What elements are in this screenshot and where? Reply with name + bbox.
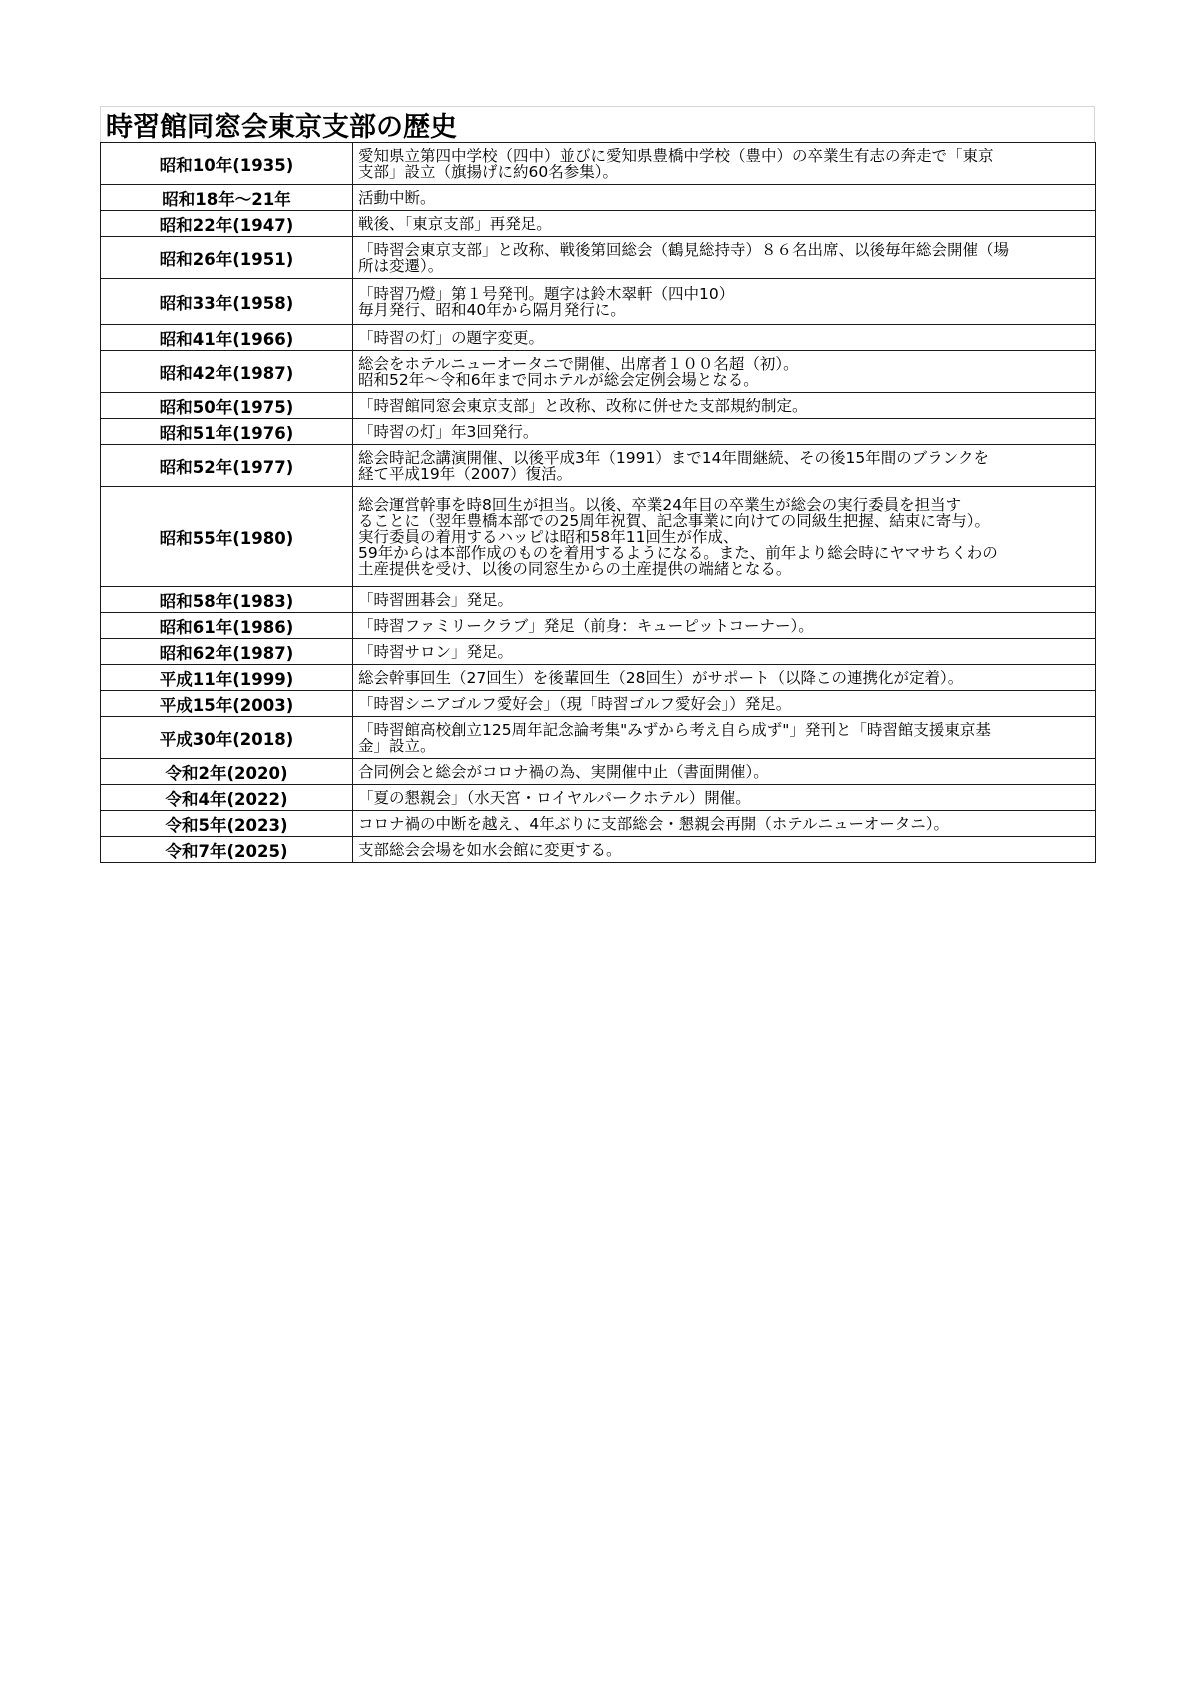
history-event (353, 587, 1096, 613)
history-event (353, 811, 1096, 837)
history-year: 昭和55年(1980) (101, 487, 353, 587)
history-row (101, 665, 1096, 691)
history-event-line: 愛知県立第四中学校（四中）並びに愛知県豊橋中学校（豊中）の卒業生有志の奔走で「東京 (358, 147, 994, 164)
history-event (353, 487, 1096, 587)
history-event-line: 総会をホテルニューオータニで開催、出席者１００名超（初）。 (358, 355, 799, 372)
history-event-line: 「時習ファミリークラブ」発足（前身：キューピットコーナー）。 (358, 617, 814, 634)
history-year: 昭和26年(1951) (101, 237, 353, 279)
history-row (101, 691, 1096, 717)
history-year: 平成11年(1999) (101, 665, 353, 691)
history-row (101, 445, 1096, 487)
history-event (353, 237, 1096, 279)
history-event (353, 185, 1096, 211)
history-event-line: 経て平成19年（2007）復活。 (358, 465, 573, 482)
page-title: 時習館同窓会東京支部の歴史 (106, 112, 457, 143)
history-row (101, 143, 1096, 185)
history-event-line: ることに（翌年豊橋本部での25周年祝賀、記念事業に向けての同級生把握、結束に寄与）。 (358, 512, 990, 529)
history-event (353, 351, 1096, 393)
history-event-line: 「夏の懇親会」（水天宮・ロイヤルパークホテル）開催。 (358, 789, 751, 806)
history-event (353, 785, 1096, 811)
history-table-body (101, 143, 1096, 863)
history-year: 平成30年(2018) (101, 717, 353, 759)
history-event (353, 759, 1096, 785)
history-event-line: 総会幹事回生（27回生）を後輩回生（28回生）がサポート（以降この連携化が定着）。 (358, 669, 964, 686)
history-event-line: 実行委員の着用するハッピは昭和58年11回生が作成、 (358, 528, 739, 545)
history-row (101, 211, 1096, 237)
history-event-line: 土産提供を受け、以後の同窓生からの土産提供の端緒となる。 (358, 560, 792, 577)
history-year: 昭和42年(1987) (101, 351, 353, 393)
history-event-line: 「時習囲碁会」発足。 (358, 591, 514, 608)
history-event (353, 665, 1096, 691)
history-event-line: 金」設立。 (358, 737, 436, 754)
history-row (101, 393, 1096, 419)
history-row (101, 185, 1096, 211)
history-row (101, 811, 1096, 837)
history-event-line: 所は変遷）。 (358, 257, 444, 274)
history-year: 昭和33年(1958) (101, 279, 353, 325)
history-event (353, 445, 1096, 487)
history-event-line: 「時習乃燈」第１号発刊。題字は鈴木翠軒（四中10） (358, 285, 735, 302)
history-event-line: 「時習館同窓会東京支部」と改称、改称に併せた支部規約制定。 (358, 397, 808, 414)
history-event-line: コロナ禍の中断を越え、4年ぶりに支部総会・懇親会再開（ホテルニューオータニ）。 (358, 815, 949, 832)
history-event (353, 639, 1096, 665)
history-event (353, 717, 1096, 759)
history-row (101, 487, 1096, 587)
history-event (353, 325, 1096, 351)
history-row (101, 587, 1096, 613)
history-event-line: 支部」設立（旗揚げに約60名参集）。 (358, 163, 618, 180)
history-row (101, 419, 1096, 445)
history-year: 昭和10年(1935) (101, 143, 353, 185)
history-event (353, 613, 1096, 639)
history-row (101, 325, 1096, 351)
history-event (353, 837, 1096, 863)
history-row (101, 237, 1096, 279)
history-event-line: 「時習シニアゴルフ愛好会」（現「時習ゴルフ愛好会」）発足。 (358, 695, 792, 712)
history-year: 昭和51年(1976) (101, 419, 353, 445)
history-year: 昭和41年(1966) (101, 325, 353, 351)
history-event-line: 総会運営幹事を時8回生が担当。以後、卒業24年目の卒業生が総会の実行委員を担当す (358, 496, 962, 513)
history-event-line: 「時習会東京支部」と改称、戦後第回総会（鶴見総持寺）８６名出席、以後毎年総会開催（場 (358, 241, 1010, 258)
history-event (353, 393, 1096, 419)
history-event-line: 戦後、「東京支部」再発足。 (358, 215, 552, 232)
history-event-line: 「時習の灯」の題字変更。 (358, 329, 545, 346)
history-row (101, 759, 1096, 785)
history-year: 令和5年(2023) (101, 811, 353, 837)
history-sheet (100, 106, 1095, 863)
history-row (101, 613, 1096, 639)
history-event (353, 211, 1096, 237)
title-row (100, 106, 1095, 142)
history-event (353, 279, 1096, 325)
history-event-line: 合同例会と総会がコロナ禍の為、実開催中止（書面開催）。 (358, 763, 769, 780)
history-year: 昭和58年(1983) (101, 587, 353, 613)
history-event-line: 活動中断。 (358, 189, 436, 206)
history-year: 令和7年(2025) (101, 837, 353, 863)
history-year: 昭和18年～21年 (101, 185, 353, 211)
history-event (353, 691, 1096, 717)
history-event-line: 「時習の灯」年3回発行。 (358, 423, 539, 440)
history-year: 昭和52年(1977) (101, 445, 353, 487)
history-year: 平成15年(2003) (101, 691, 353, 717)
history-year: 令和2年(2020) (101, 759, 353, 785)
history-event-line: 「時習サロン」発足。 (358, 643, 514, 660)
history-year: 令和4年(2022) (101, 785, 353, 811)
history-year: 昭和61年(1986) (101, 613, 353, 639)
history-year: 昭和62年(1987) (101, 639, 353, 665)
history-row (101, 837, 1096, 863)
history-row (101, 785, 1096, 811)
history-row (101, 639, 1096, 665)
history-table (100, 142, 1096, 863)
history-event-line: 昭和52年～令和6年まで同ホテルが総会定例会場となる。 (358, 371, 759, 388)
history-event-line: 59年からは本部作成のものを着用するようになる。また、前年より総会時にヤマサちくわの (358, 544, 998, 561)
history-year: 昭和50年(1975) (101, 393, 353, 419)
history-row (101, 717, 1096, 759)
history-event-line: 総会時記念講演開催、以後平成3年（1991）まで14年間継続、その後15年間のブランクを (358, 449, 989, 466)
history-event-line: 「時習館高校創立125周年記念論考集"みずから考え自ら成ず"」発刊と「時習館支援東京基 (358, 721, 991, 738)
history-year: 昭和22年(1947) (101, 211, 353, 237)
history-row (101, 351, 1096, 393)
history-row (101, 279, 1096, 325)
history-event-line: 毎月発行、昭和40年から隔月発行に。 (358, 301, 626, 318)
history-event (353, 143, 1096, 185)
history-event (353, 419, 1096, 445)
history-event-line: 支部総会会場を如水会館に変更する。 (358, 841, 622, 858)
